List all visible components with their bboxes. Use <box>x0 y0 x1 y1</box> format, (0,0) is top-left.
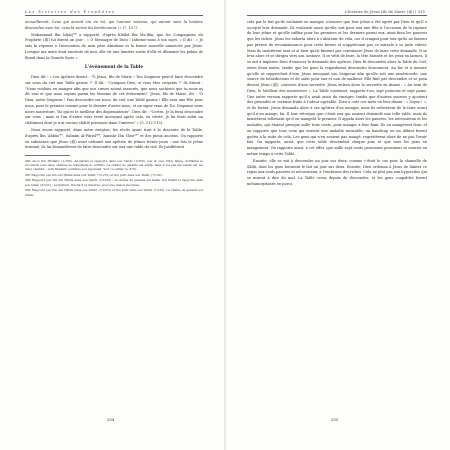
left-page-body <box>25 20 203 198</box>
page-number-left: 334 <box>107 417 115 422</box>
paragraph-table-descent: cela par le fait qu'ils voulaient en manger, s'assurer que leur jeûne a été agréé par Dieu et qu'il a accepté leur demande. Ils voulaient aussi qu'elle soit pour eux une fête à l'occasion de la rupture de leur jeûne et qu'elle suffise pour les premiers et les derniers parmi eux, ainsi bien les pauvres que les riches. Jésus les exhorta alors à s'abstenir de cela, car il craignit pour eux qu'ils ne fassent pas preuve de reconnaissance pour cette faveur et n'appréciant pas ce miracle à sa juste valeur. Mais ils insistèrent tant et si bien qu'ils finirent par convaincre Jésus de faire cette demande. Il se leva alors et se dirigea vers son oratoire. Il se vêtit de bure, la tête baissée et les yeux en larmes, il se mit à implorer Dieu d'exaucer la demande des apôtres. Dieu fit descendre alors la Table du Ciel, entre deux nuées, tandis que les gens la regardaient descendre doucement. Au fur et à mesure qu'elle se rapprochait d'eux, Jésus invoquait son Seigneur afin qu'elle soit une miséricorde, une source de bénédictions et de salut pour eux et non de malheur. Elle finit par descendre et se posa devant Jésus (ﷺ), couverte d'une serviette. Jésus enleva alors la serviette en disant : « Au nom de Dieu, le Meilleur des nourriciers ». La Table contenait, rapporte-t-on, sept poissons et sept pains. Une autre version rapporte qu'il y avait aussi du vinaigre, tandis que d'autres sources y ajoutent des grenades et certains fruits à l'odeur agréable. Dieu a créé ces mets en leur disant : « Soyez ! », et ils furent. Jésus demanda alors à ses apôtres d'en manger, mais ils refusèrent de le faire avant qu'il n'en mange, lui. Il leur rétorqua que c'était eux qui avaient demandé une telle table, mais ils insistèrent tellement qu'il en mangeât le premier. Il appela alors les pauvres, les nécessiteux et les malades, qui étaient presque mille trois cents, pour manger à leur faim. Ils en mangèrent donc et on rapporte que tous ceux qui avaient une maladie incurable, un handicap ou un défaut furent guéris à la suite de cela. Les gens qui n'en avaient pas mangé, regrettèrent alors de ne pas l'avoir fait. On rapporte, aussi, que cette table descendait chaque jour, et que tous les gens en mangeaient. On rapporte aussi, à cet effet, que mille sept cents personnes pouvaient se nourrir en même temps à cette Table. <box>247 20 427 156</box>
footnote-rule <box>25 155 70 156</box>
right-page <box>225 0 450 450</box>
running-head-right: L'histoire de Jésus fils de Marie (ﷺ) | 335 <box>344 10 425 14</box>
running-head-left: Les histoires des Prophètes <box>25 10 116 14</box>
header-rule-right <box>247 15 427 16</box>
page-number-right: 335 <box>331 417 339 422</box>
paragraph-hadith: Muḥammad Ibn Isḥāq⁹⁹⁶ a rapporté, d'après Khâlid Ibn Ma‘dân, que les Compagnons du Prophète (ﷺ) lui dirent un jour : « Ô Messager de Dieu ! Informe-nous à ton sujet. » Il dit : « Je suis la réponse à l'invocation de mon père Abraham et la bonne nouvelle annoncée par Jésus. Lorsque ma mère était enceinte de moi, elle vit une lumière sortir d'elle et illuminer les palais de Boṣrâ dans la Grande Syrie ». <box>25 32 203 60</box>
paragraph-table-ending: Ensuite, elle se mit à descendre un jour sur deux, comme c'était le cas pour la chamelle de Ṣâliḥ, dont les gens buvaient le lait un jour sur deux. Ensuite, Dieu ordonna à Jésus de limiter ce repas aux seuls pauvres et nécessiteux, à l'exclusion des riches. Cela ne plut pas aux hypocrites qui se mirent à dire du mal. La Table cessa depuis de descendre, et les gens coupables furent métamorphosés en porcs. <box>247 158 427 186</box>
footnote-996: 996 Abou Ibn Hichâm, (1/166). Aḍ-Ḍarârî le rapporte dans son Tafsîr, (1/556), par la voie d'Ibn Isḥâq. Al-Ḥâkim le reconnaît sous deux chaînes de transmission, (2/600). La chaîne de garants est ṣaḥîḥ, mais il n'a pas été relaté par les deux cheikhs. - Adh-Dhahabî confirme son jugement. Voir ce cahier (n. 970). <box>25 158 203 172</box>
header-rule-left <box>25 15 203 16</box>
paragraph-quran-continuation: accueilleront. Ceux qui auront cru en toi, qui t'auront soutenu, qui auront suivi la lumière descendue avec toi, ceux-là seront les bienheureux !» (7, 157). <box>25 20 203 30</box>
section-title: L'événement de la Table <box>84 65 144 71</box>
paragraph-quran-table: Dieu dit : « Les Apôtres dirent : "Ô Jésus, fils de Marie ! Ton Seigneur peut-il faire descendre sur nous du ciel une Table garnie ?" Il dit : "Craignez Dieu, si vous êtes croyants !" Ils dirent : "Nous voulons en manger afin que nos cœurs soient rassurés, que nous sachions que tu nous as dit vrai et que nous soyons parmi les témoins de cet événement". Jésus, fils de Marie, dit : "Ô Dieu, notre Seigneur ! Fais descendre sur nous, du ciel, une Table garnie ! Elle sera une fête pour nous, pour le premier comme pour le dernier d'entre nous, et un signe venu de Toi. Dispense-nous notre nourriture, Toi qui es le meilleur des dispensateurs". Dieu dit : "Certes, Je la ferai descendre sur vous ; mais si l'un d'entre vous reste incroyant après cela, en vérité, Je lui ferai subir un châtiment dont je n'ai encore châtié personne dans l'univers" » (5, 112-115). <box>25 75 203 126</box>
paragraph-exegesis: Nous avons rapporté, dans notre exégèse, les récits ayant trait à la descente de la Table, d'après Ibn ‘Abbâs⁹⁹⁷, Salmân Al-Fârisî⁹⁹⁸, ‘Ammâr Ibn Yâsir⁹⁹⁹ et des pieux anciens. On rapporte en substance que Jésus (ﷺ) avait ordonné aux apôtres de jeûner trente jours : une fois le jeûne terminé, ils lui demandèrent de faire descendre sur eux une table du ciel. Ils justifièrent <box>25 128 204 150</box>
footnote-997: 997 Rapporté par Ibn Abî Ḥâtim dans son Tafsîr, (7/1251) et Ibn Jarîr dans son Tafsîr, (7/130). <box>25 172 163 177</box>
footnote-999: 999 Rapporté par Ibn Abî Ḥâtim dans son Tafsîr, (7/1253) et Ibn Jarîr dans son Tafsîr, (7/133). La chaîne de garants est faible. <box>25 188 203 197</box>
footnote-998: 998 Rapporté par Ibn Abî Ḥâtim dans son Tafsîr, (7/1256) ; sa chaîne de garants est faible. Ibn Kathîr le rapporte dans son tafsîr, (3/225) ; Al-Qurṭubî, Ibn Sa‘d et d'autres, pour une raison inconnue. <box>25 178 203 187</box>
right-page-body <box>247 20 427 189</box>
